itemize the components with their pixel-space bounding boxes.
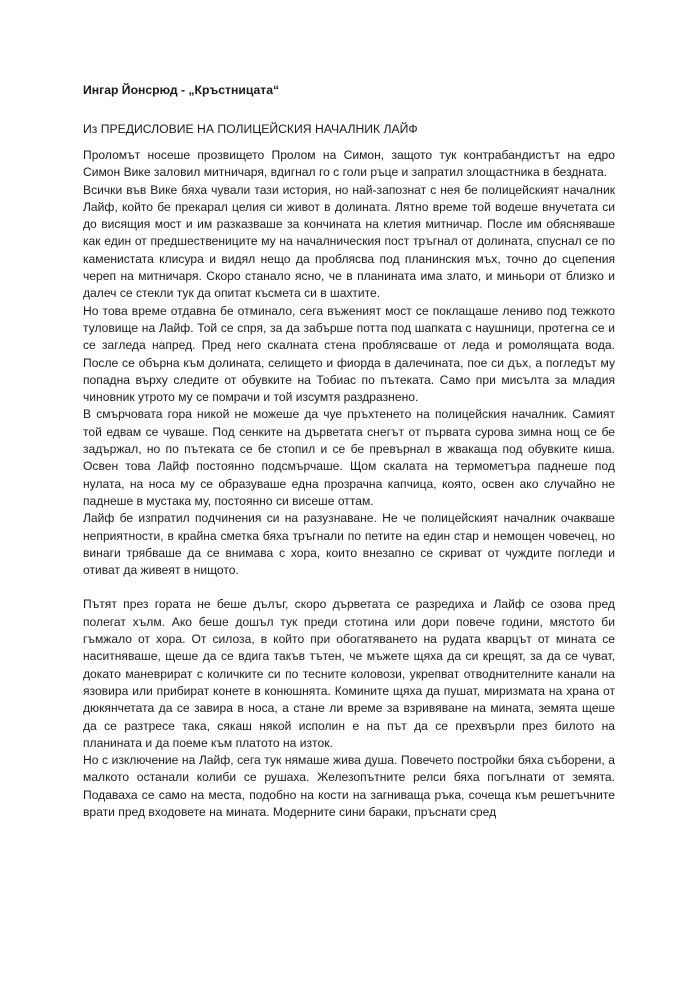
document-body <box>83 147 615 821</box>
document-title: Ингар Йонсрюд - „Кръстницата“ <box>83 83 280 97</box>
document-subtitle: Из ПРЕДИСЛОВИЕ НА ПОЛИЦЕЙСКИЯ НАЧАЛНИК ЛАЙФ <box>83 122 418 136</box>
paragraph: Но с изключение на Лайф, сега тук нямаше жива душа. Повечето постройки бяха съборени, а малкото останали колиби се рушаха. Железопътните релси бяха погълнати от земята. Подаваха се само на места, подобно на кости на загниваща ръка, сочеща към решетъчните врати пред входовете на мината. Модерните сини бараки, пръснати сред <box>83 753 615 819</box>
paragraph: Лайф бе изпратил подчинения си на разузнаване. Не че полицейският началник очакваше неприятности, в крайна сметка бяха тръгнали по петите на един стар и немощен човечец, но винаги трябваше да се внимава с хора, които внезапно се скриват от чуждите погледи и отиват да живеят в нищото. <box>83 511 615 578</box>
paragraph: Пътят през гората не беше дълъг, скоро дърветата се разредиха и Лайф се озова пред полегат хълм. Ако беше дошъл тук преди стотина или дори повече години, мястото би гъмжало от хора. От силоза, в който при обогатяването на рудата кварцът от мината се наситняваше, щеше да се вдига такъв тътен, че мъжете щяха да си крещят, за да се чуват, докато маневрират с количките си по тесните коловози, укрепват отводнителните канали на язовира или прибират конете в конюшнята. Комините щяха да пушат, миризмата на храна от дюкянчетата да се завира в носа, а стане ли време за взривяване на мината, земята щеше да се разтресе така, сякаш някой исполин е на път да се прехвърли през билото на планината и да поеме към платото на изток. <box>83 597 615 750</box>
paragraph: Проломът носеше прозвището Пролом на Симон, защото тук контрабандистът на едро Симон Вике заловил митничаря, вдигнал го с голи ръце и запратил злощастника в бездната. <box>83 148 615 180</box>
paragraph: Но това време отдавна бе отминало, сега въженият мост се поклащаше лениво под тежкото туловище на Лайф. Той се спря, за да забърше потта под шапката с наушници, протегна се и се загледа напред. Пред него скалната стена проблясваше от леда и ромолящата вода. После се обърна към долината, селището и фиорда в далечината, пое си дъх, а погледът му попадна върху следите от обувките на Тобиас по пътеката. Само при мисълта за младия чиновник утрото му се помрачи и той изсумтя раздразнено. <box>83 303 615 405</box>
paragraph: В смърчовата гора никой не можеше да чуе пръхтенето на полицейския началник. Самият той едвам се чуваше. Под сенките на дърветата снегът от първата сурова зимна нощ се бе задържал, но по пътеката се бе стопил и се бе превърнал в жвакаща под обувките киша. Освен това Лайф постоянно подсмърчаше. Щом скалата на термометъра паднеше под нулата, на носа му се образуваше една прозрачна капчица, която, освен ако случайно не паднеше в мустака му, постоянно си висеше оттам. <box>83 407 615 508</box>
paragraph: Всички във Вике бяха чували тази история, но най-запознат с нея бе полицейският началник Лайф, който бе прекарал целия си живот в долината. Лятно време той водеше внучетата си до висящия мост и им разказваше за кончината на клетия митничар. После им обясняваше как един от предшествениците му на началническия пост тръгнал от долината, спуснал се по каменистата клисура и видял нещо да проблясва под планинския мъх, точно до сцепения череп на митничаря. Скоро станало ясно, че в планината има злато, и миньори от близко и далеч се стекли тук да опитат късмета си в шахтите. <box>83 182 615 301</box>
